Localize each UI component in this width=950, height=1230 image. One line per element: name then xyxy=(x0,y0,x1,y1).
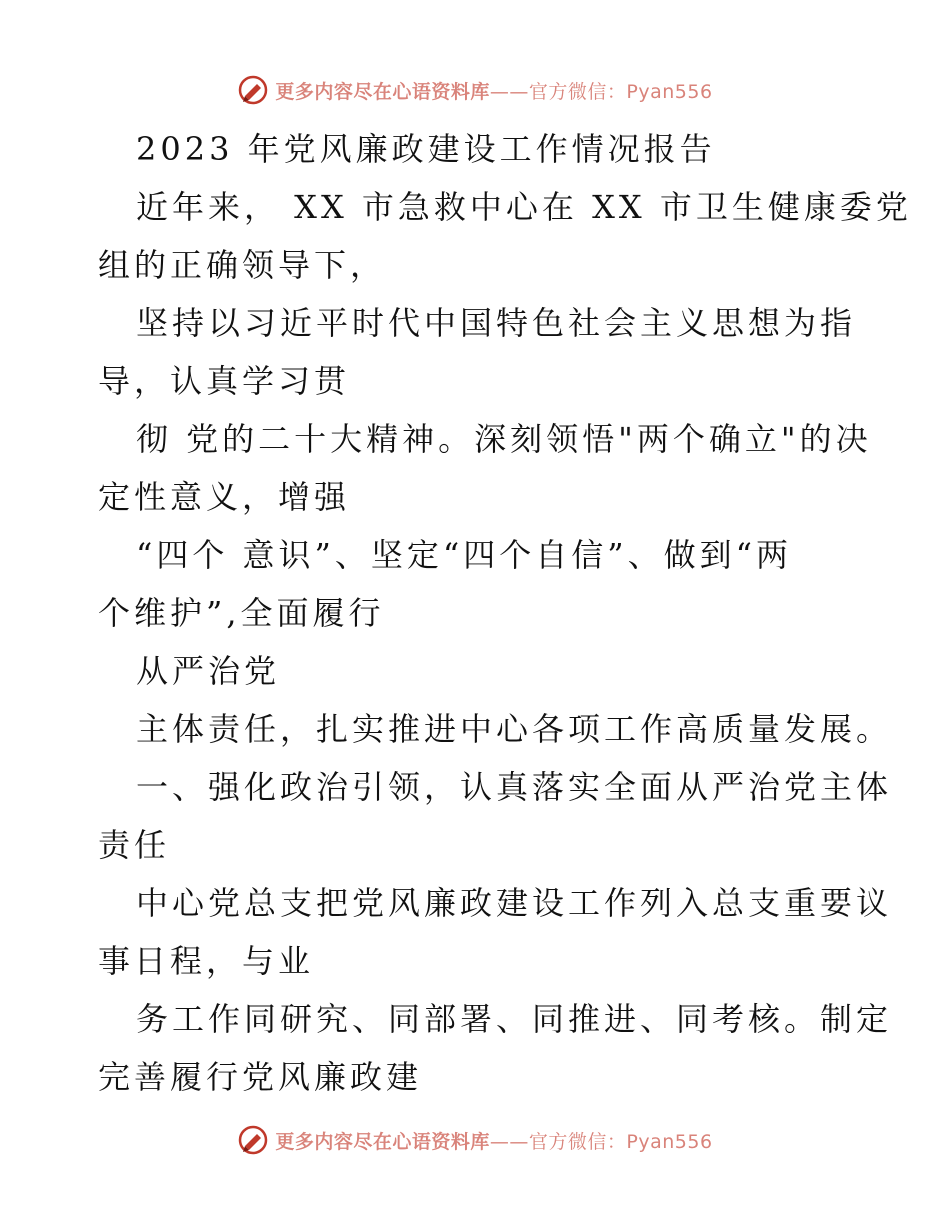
pen-logo-icon xyxy=(237,74,269,106)
text-line: 定性意义，增强 xyxy=(98,478,351,516)
text-line: 从严治党 xyxy=(136,652,281,690)
text-line: 个维护”,全面履行 xyxy=(98,594,385,632)
text-line: 导，认真学习贯 xyxy=(98,362,351,400)
footer-watermark xyxy=(0,1120,950,1160)
watermark-text: 更多内容尽在心语资料库——官方微信：Pyan556 xyxy=(275,80,713,103)
text-line: 彻 党的二十大精神。深刻领悟"两个确立"的决 xyxy=(136,420,872,458)
pen-logo-icon xyxy=(237,1124,269,1156)
watermark-text: 更多内容尽在心语资料库——官方微信：Pyan556 xyxy=(275,1130,713,1153)
header-watermark xyxy=(0,70,950,110)
text-line: 责任 xyxy=(98,826,171,864)
document-body xyxy=(98,120,912,1106)
text-line: 事日程，与业 xyxy=(98,942,315,980)
text-line: 2023 年党风廉政建设工作情况报告 xyxy=(136,130,716,168)
text-line: “四个 意识”、坚定“四个自信”、做到“两 xyxy=(136,536,792,574)
text-line: 一、强化政治引领，认真落实全面从严治党主体 xyxy=(136,768,893,806)
text-line: 组的正确领导下， xyxy=(98,246,387,284)
text-line: 中心党总支把党风廉政建设工作列入总支重要议 xyxy=(136,884,893,922)
text-line: 近年来， XX 市急救中心在 XX 市卫生健康委党 xyxy=(136,188,912,226)
text-line: 主体责任，扎实推进中心各项工作高质量发展。 xyxy=(136,710,893,748)
text-line: 务工作同研究、同部署、同推进、同考核。制定 xyxy=(136,1000,893,1038)
text-line: 完善履行党风廉政建 xyxy=(98,1058,423,1096)
text-line: 坚持以习近平时代中国特色社会主义思想为指 xyxy=(136,304,857,342)
